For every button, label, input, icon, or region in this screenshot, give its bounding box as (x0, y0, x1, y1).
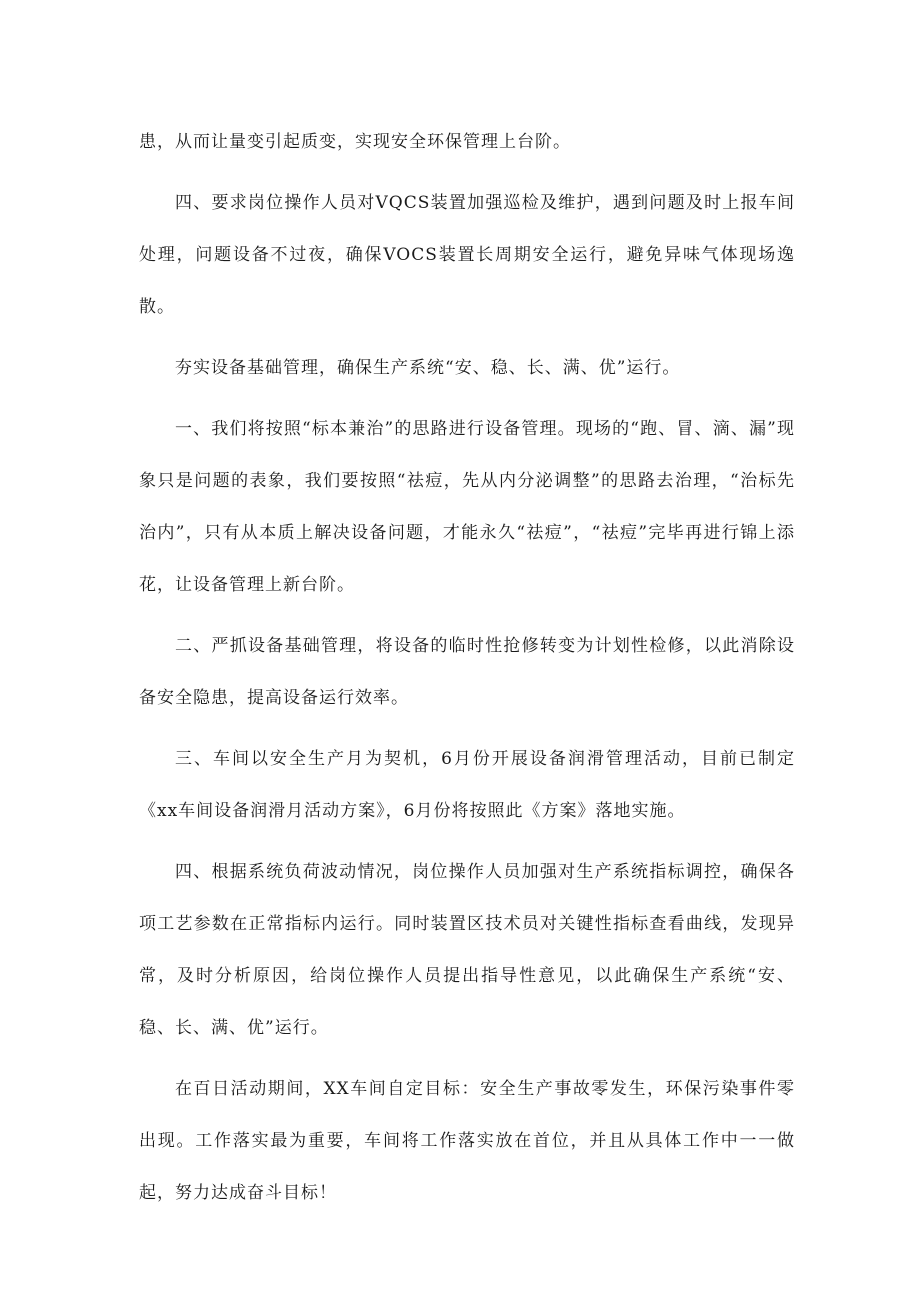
paragraph-item-two: 二、严抓设备基础管理，将设备的临时性抢修转变为计划性检修，以此消除设备安全隐患，提高设备运行效率。 (139, 636, 795, 708)
document-body (139, 116, 795, 1219)
paragraph-continuation: 患，从而让量变引起质变，实现安全环保管理上台阶。 (139, 132, 571, 152)
paragraph-goals: 在百日活动期间，XX车间自定目标：安全生产事故零发生，环保污染事件零出现。工作落实最为重要，车间将工作落实放在首位，并且从具体工作中一一做起，努力达成奋斗目标！ (139, 1079, 795, 1203)
paragraph-item-one: 一、我们将按照“标本兼治”的思路进行设备管理。现场的“跑、冒、滴、漏”现象只是问题的表象，我们要按照“祛痘，先从内分泌调整”的思路去治理，“治标先治内”，只有从本质上解决设备问题，才能永久“祛痘”，“祛痘”完毕再进行锦上添花，让设备管理上新台阶。 (139, 419, 795, 595)
paragraph-item-three: 三、车间以安全生产月为契机，6月份开展设备润滑管理活动，目前已制定《xx车间设备润滑月活动方案》，6月份将按照此《方案》落地实施。 (139, 749, 795, 821)
paragraph-vocs-inspection: 四、要求岗位操作人员对VQCS装置加强巡检及维护，遇到问题及时上报车间处理，问题设备不过夜，确保VOCS装置长周期安全运行，避免异味气体现场逸散。 (139, 193, 795, 317)
section-heading-equipment: 夯实设备基础管理，确保生产系统“安、稳、长、满、优”运行。 (175, 358, 681, 378)
paragraph-item-four: 四、根据系统负荷波动情况，岗位操作人员加强对生产系统指标调控，确保各项工艺参数在正常指标内运行。同时装置区技术员对关键性指标查看曲线，发现异常，及时分析原因，给岗位操作人员提出指导性意见，以此确保生产系统“安、稳、长、满、优”运行。 (139, 862, 795, 1038)
